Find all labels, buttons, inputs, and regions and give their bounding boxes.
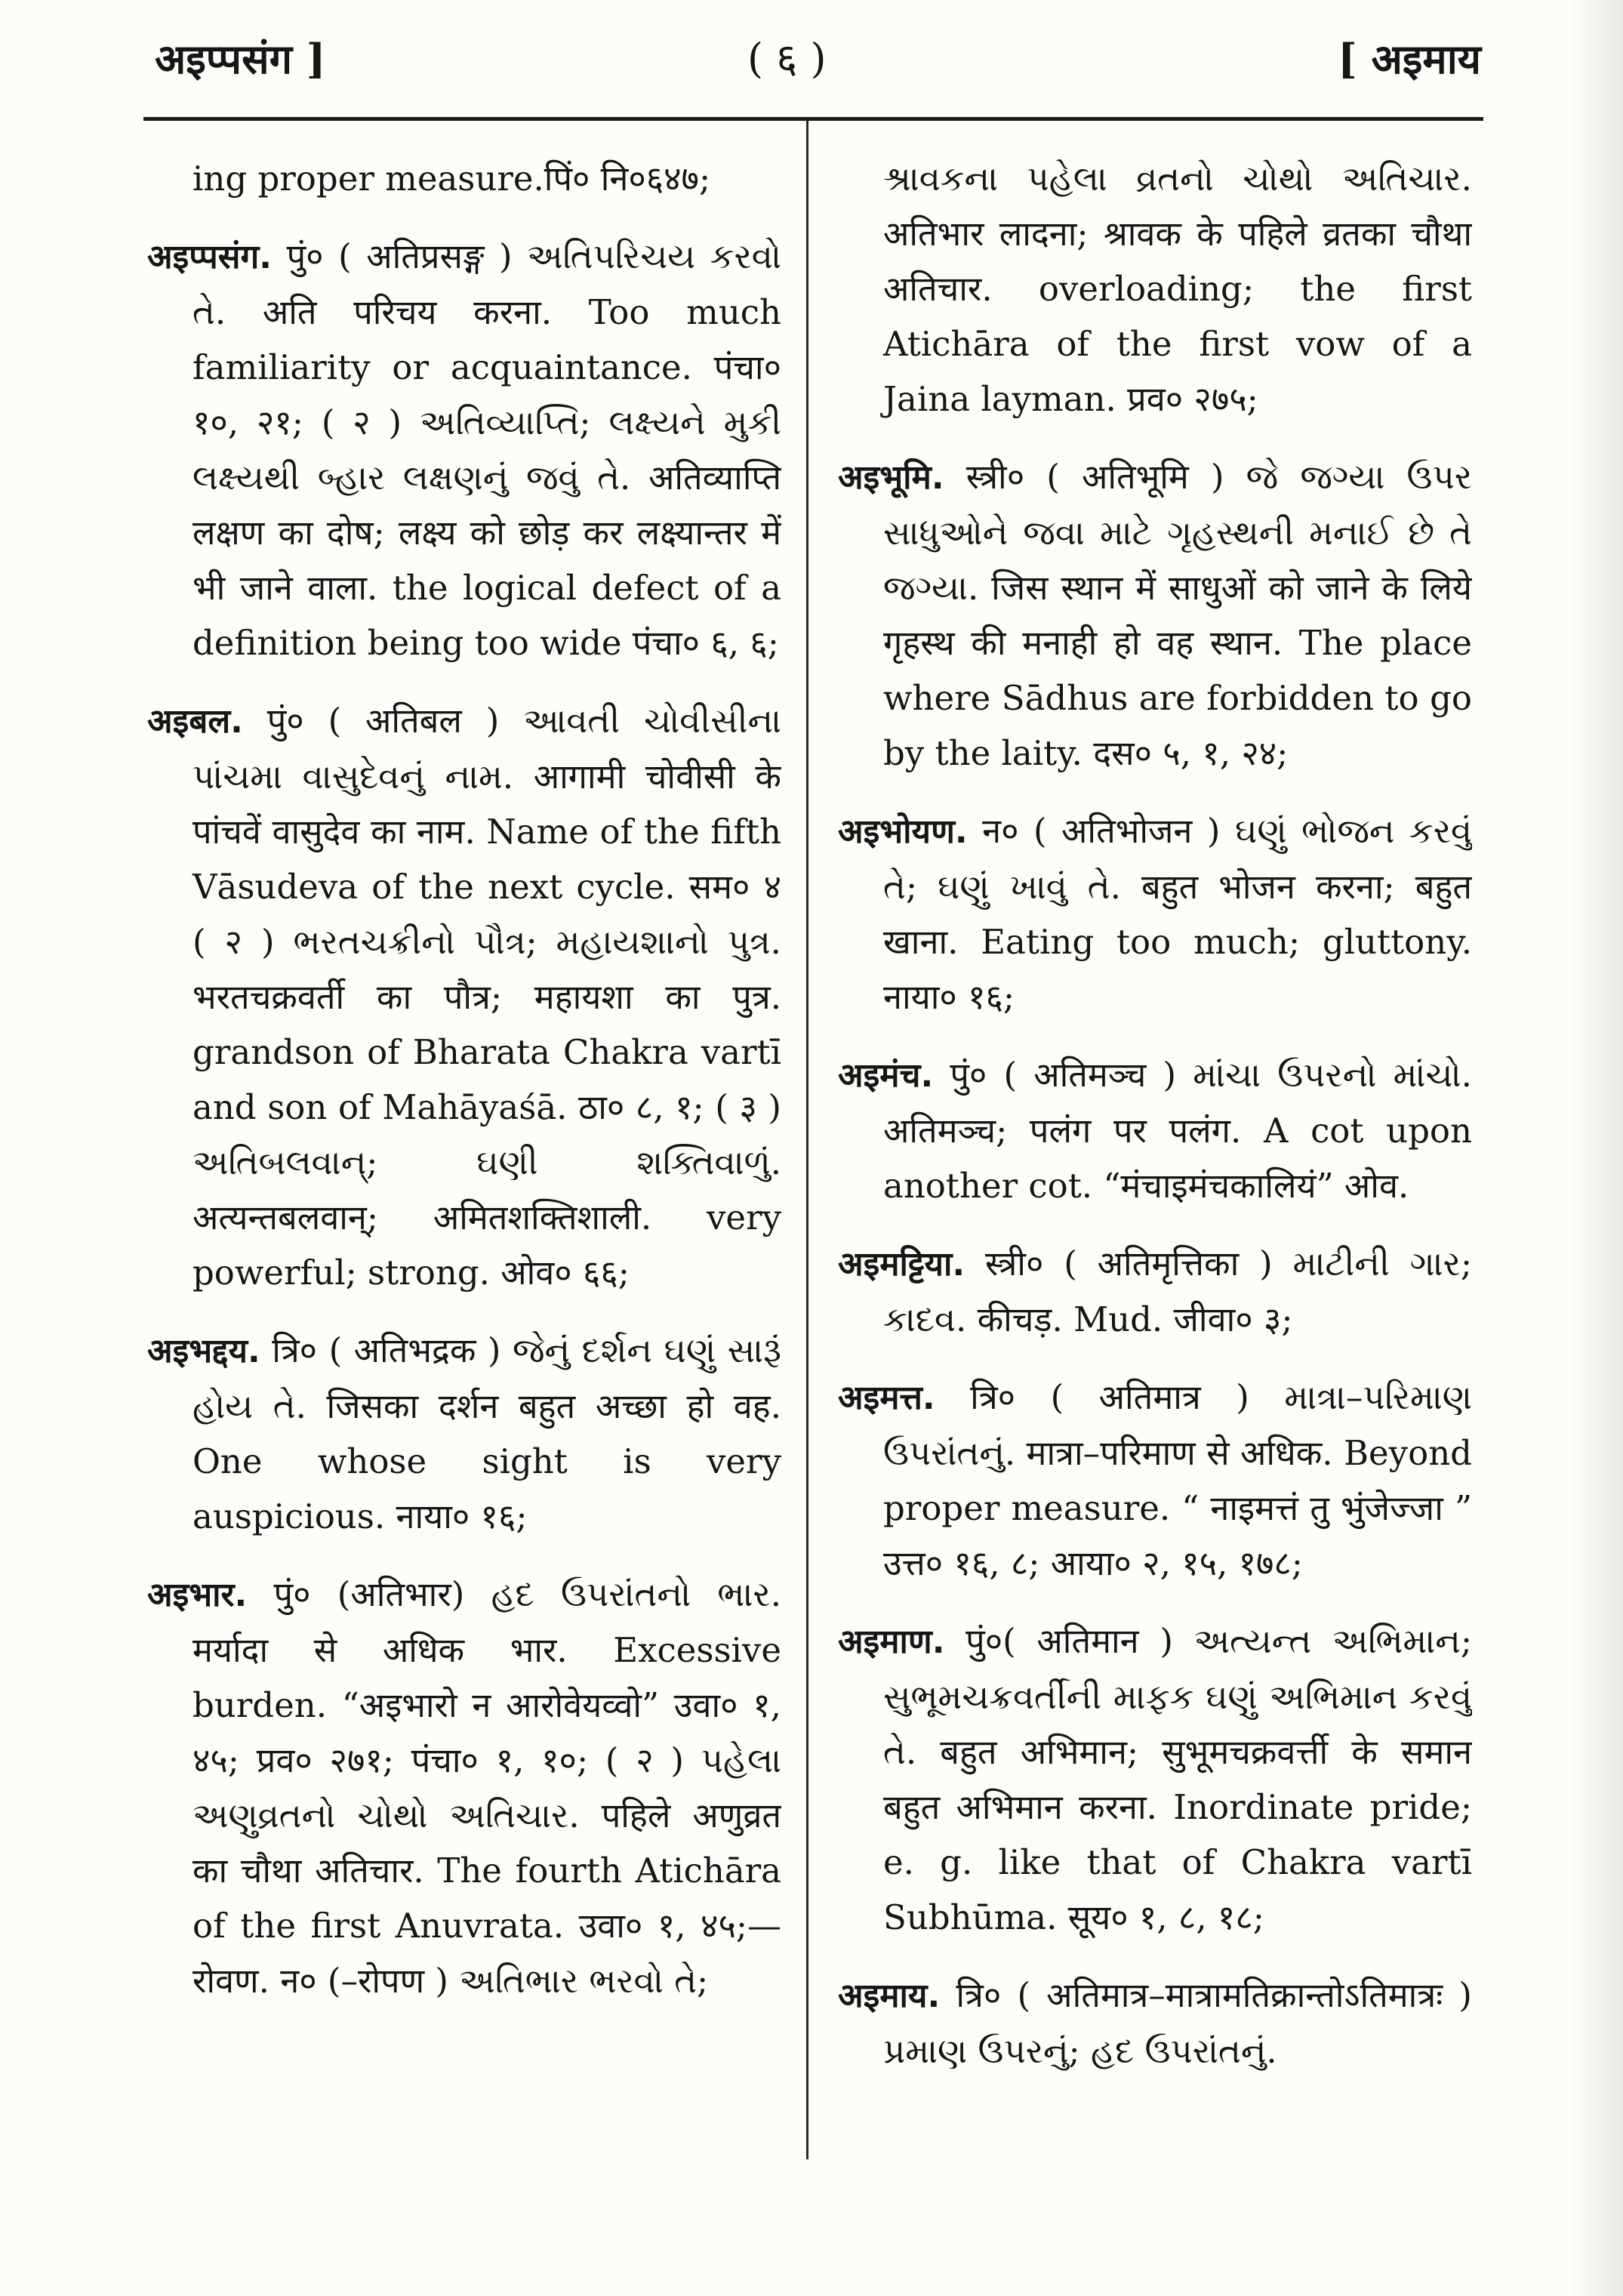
dictionary-entry (147, 1567, 781, 2008)
entry-text: શ્રાવકના પહેલા વ્રતનો ચોથો અતિચાર. अतिभार लादना; श्रावक के पहिले व्रतका चौथा अतिचार. overloading; the first Atichāra of the first vow of a Jaina layman. प्रव० २७५; (883, 159, 1472, 419)
dictionary-entry (838, 151, 1472, 427)
dictionary-entry (838, 1370, 1472, 1591)
entry-headword: अइप्पसंग. (147, 238, 272, 276)
entry-text: स्त्री० ( अतिभूमि ) જે જગ્યા ઉપર સાધુઓને જવા માટે ગૃહસ્થની મનાઈ છે તે જગ્યા. जिस स्थान में साधुओं को जाने के लिये गृहस्थ की मनाही हो वह स्थान. The place where Sādhus are forbidden to go by the laity. दस० ५, १, २४; (883, 457, 1472, 773)
dictionary-entry (838, 1968, 1472, 2079)
page-number: ( ६ ) (747, 35, 827, 82)
scan-edge-shadow (1570, 0, 1623, 2296)
running-head-left: अइप्पसंग ] (155, 35, 326, 83)
running-head-right: [ अइमाय (1338, 35, 1481, 83)
entry-headword: अइभोयण. (838, 812, 968, 851)
dictionary-entry (838, 803, 1472, 1025)
entry-headword: अइबल. (147, 702, 243, 741)
entry-text: पुं० ( अतिबल ) આવતી ચોવીસીના પાંચમા વાસુદેવનું નામ. आगामी चोवीसी के पांचवें वासुदेव का नाम. Name of the fifth Vāsudeva of the next cycle. सम० ४ ( २ ) ભરતચક્રીનો પૌત્ર; મહાયશાનો પુત્ર. भरतचक्रवर्ती का पौत्र; महायशा का पुत्र. grandson of Bharata Chakra vartī and son of Mahāyaśā. ठा० ८, १; ( ३ ) અતિબલવાન્; ઘણી શક્તિવાળું. अत्यन्तबलवान्; अमितशक्तिशाली. very powerful; strong. ओव० ६६; (192, 701, 781, 1293)
dictionary-entry (838, 1047, 1472, 1213)
column-divider (806, 121, 808, 2159)
dictionary-entry (147, 229, 781, 670)
entry-text: स्त्री० ( अतिमृत्तिका ) માટીની ગાર; કાદવ. कीचड़. Mud. जीवा० ३; (883, 1244, 1472, 1339)
entry-text: ing proper measure.पिं० नि०६४७; (192, 159, 711, 199)
dictionary-entry (838, 449, 1472, 781)
entry-headword: अइमाय. (838, 1977, 941, 2015)
entry-text: पुं०( अतिमान ) અત્યન્ત અભિમાન; સુભૂમચક્રવર્તીની માફક ઘણું અભિમાન કરવું તે. बहुत अभिमान; सुभूमचक्रवर्त्ती के समान बहुत अभिमान करना. Inordinate pride; e. g. like that of Chakra vartī Subhūma. सूय० १, ८, १८; (883, 1621, 1472, 1937)
dictionary-entry (838, 1236, 1472, 1347)
entry-text: त्रि० ( अतिमात्र ) માત્રા–પરિમાણ ઉપરાંતનું. मात्रा–परिमाण से अधिक. Beyond proper measure. “ नाइमत्तं तु भुंजेज्जा ” उत्त० १६, ८; आया० २, १५, १७८; (883, 1377, 1472, 1583)
entry-headword: अइभूमि. (838, 458, 944, 497)
dictionary-entry (147, 693, 781, 1300)
entry-text: त्रि० ( अतिभद्रक ) જેનું દર્શન ઘણું સારૂં હોય તે. जिसका दर्शन बहुत अच्छा हो वह. One whose sight is very auspicious. नाया० १६; (192, 1330, 781, 1536)
entry-text: पुं० ( अतिमञ्च ) માંચા ઉપરનો માંચો. अतिमञ्च; पलंग पर पलंग. A cot upon another cot. “मंचाइमंचकालियं” ओव. (883, 1055, 1472, 1206)
right-column (838, 151, 1472, 2190)
entry-headword: अइमाण. (838, 1623, 945, 1661)
left-column (147, 151, 781, 2190)
entry-headword: अइमट्टिया. (838, 1245, 965, 1284)
dictionary-entry (838, 1613, 1472, 1945)
entry-text: पुं० ( अतिप्रसङ्ग ) અતિપરિચય કરવો તે. अति परिचय करना. Too much familiarity or acquaintance. पंचा० १०, २१; ( २ ) અતિવ્યાપ્તિ; લક્ષ્યને મુકી લક્ષ્યથી બ્હાર લક્ષણનું જવું તે. अतिव्याप्ति लक्षण का दोष; लक्ष्य को छोड़ कर लक्ष्यान्तर में भी जाने वाला. the logical defect of a definition being too wide पंचा० ६, ६; (192, 236, 781, 663)
entry-text: पुं० (अतिभार) હદ ઉપરાંતનો ભાર. मर्यादा से अधिक भार. Excessive burden. “अइभारो न आरोवेयव्वो” उवा० १, ४५; प्रव० २७१; पंचा० १, १०; ( २ ) પહેલા અણુવ્રતનો ચોથો અતિચાર. पहिले अणुव्रत का चौथा अतिचार. The fourth Atichāra of the first Anuvrata. उवा० १, ४५;—रोवण. न० (–रोपण ) અતિભાર ભરવો તે; (192, 1574, 781, 2001)
entry-text: न० ( अतिभोजन ) ઘણું ભોજન કરવું તે; ઘણું ખાવું તે. बहुत भोजन करना; बहुत खाना. Eating too much; gluttony. नाया० १६; (883, 811, 1472, 1017)
entry-headword: अइभद्दय. (147, 1332, 260, 1370)
entry-headword: अइमत्त. (838, 1379, 935, 1417)
header-rule (143, 117, 1483, 121)
dictionary-entry (147, 1323, 781, 1544)
dictionary-entry (147, 151, 781, 206)
entry-headword: अइभार. (147, 1576, 248, 1614)
entry-text: त्रि० ( अतिमात्र–मात्रामतिक्रान्तोऽतिमात्रः ) પ્રમાણ ઉપરનું; હદ ઉપરાંતનું. (883, 1975, 1472, 2071)
entry-headword: अइमंच. (838, 1056, 934, 1095)
